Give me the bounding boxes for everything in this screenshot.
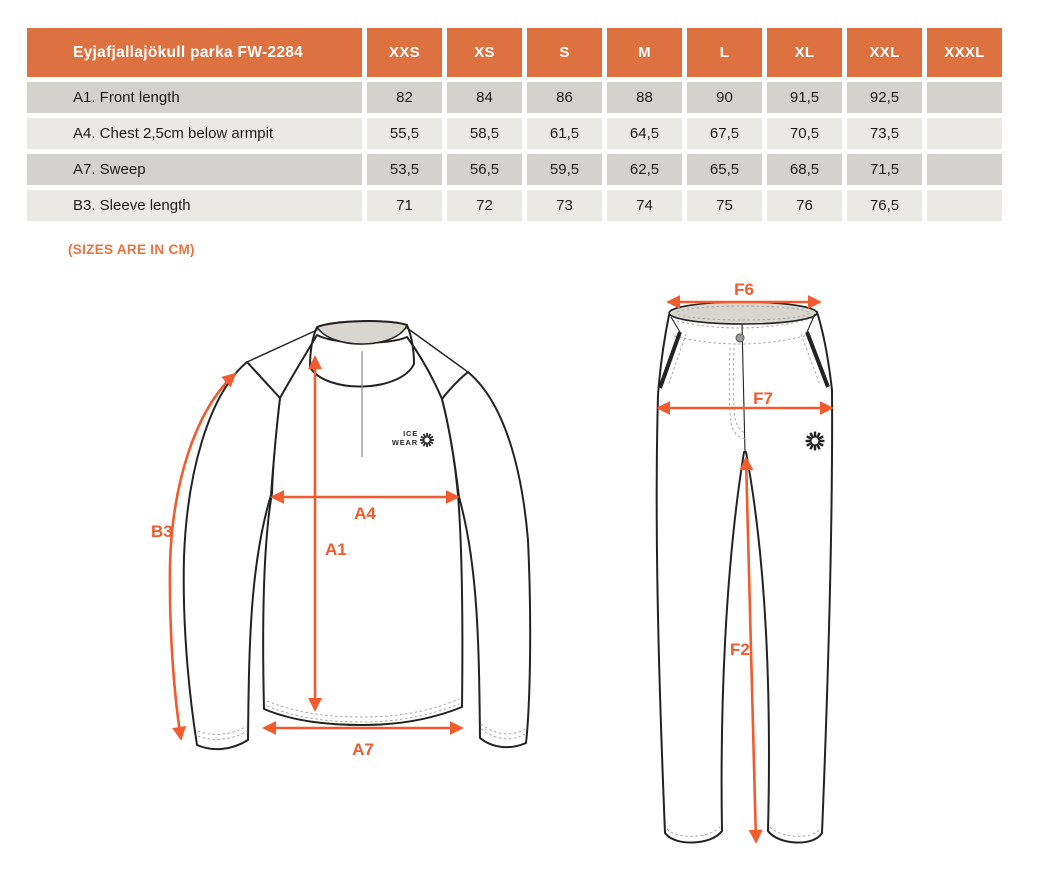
size-header-cell: M: [607, 28, 682, 77]
logo-text-line2: WEAR: [391, 438, 418, 447]
value-cell: [927, 118, 1002, 149]
value-cell: [927, 190, 1002, 221]
value-cell: 73,5: [847, 118, 922, 149]
value-cell: 88: [607, 82, 682, 113]
size-header-cell: XL: [767, 28, 842, 77]
value-cell: 74: [607, 190, 682, 221]
size-table: [27, 28, 1002, 221]
value-cell: 73: [527, 190, 602, 221]
value-cell: 75: [687, 190, 762, 221]
jacket-body: [263, 335, 462, 725]
pants-diagram: [630, 280, 860, 870]
f2-label: F2: [730, 640, 750, 659]
value-cell: 86: [527, 82, 602, 113]
value-cell: 76,5: [847, 190, 922, 221]
value-cell: 92,5: [847, 82, 922, 113]
value-cell: 91,5: [767, 82, 842, 113]
value-cell: 62,5: [607, 154, 682, 185]
row-label-cell: A4. Chest 2,5cm below armpit: [27, 118, 362, 149]
value-cell: 65,5: [687, 154, 762, 185]
value-cell: 67,5: [687, 118, 762, 149]
size-header-cell: XXL: [847, 28, 922, 77]
value-cell: 55,5: [367, 118, 442, 149]
logo-text-line1: ICE: [403, 429, 418, 438]
value-cell: [927, 82, 1002, 113]
size-header-cell: L: [687, 28, 762, 77]
waist-opening: [669, 302, 817, 324]
waist-button: [736, 334, 744, 342]
value-cell: 56,5: [447, 154, 522, 185]
value-cell: [927, 154, 1002, 185]
f7-label: F7: [753, 389, 773, 408]
value-cell: 71,5: [847, 154, 922, 185]
pants-drawing: [657, 302, 832, 843]
jacket-diagram: [150, 295, 590, 765]
b3-label: B3: [151, 522, 173, 541]
value-cell: 90: [687, 82, 762, 113]
size-header-cell: XXXL: [927, 28, 1002, 77]
value-cell: 76: [767, 190, 842, 221]
sizes-in-cm-note: (SIZES ARE IN CM): [68, 242, 195, 257]
a7-label: A7: [352, 740, 374, 759]
value-cell: 59,5: [527, 154, 602, 185]
value-cell: 72: [447, 190, 522, 221]
value-cell: 82: [367, 82, 442, 113]
value-cell: 70,5: [767, 118, 842, 149]
pants-body: [657, 312, 832, 843]
value-cell: 84: [447, 82, 522, 113]
table-title-cell: Eyjafjallajökull parka FW-2284: [27, 28, 362, 77]
value-cell: 64,5: [607, 118, 682, 149]
value-cell: 71: [367, 190, 442, 221]
f6-label: F6: [734, 280, 754, 299]
row-label-cell: A1. Front length: [27, 82, 362, 113]
row-label-cell: B3. Sleeve length: [27, 190, 362, 221]
value-cell: 68,5: [767, 154, 842, 185]
a1-label: A1: [325, 540, 347, 559]
size-header-cell: XS: [447, 28, 522, 77]
size-header-cell: XXS: [367, 28, 442, 77]
jacket-drawing: [184, 321, 530, 749]
a4-label: A4: [354, 504, 376, 523]
value-cell: 53,5: [367, 154, 442, 185]
value-cell: 61,5: [527, 118, 602, 149]
value-cell: 58,5: [447, 118, 522, 149]
row-label-cell: A7. Sweep: [27, 154, 362, 185]
size-header-cell: S: [527, 28, 602, 77]
